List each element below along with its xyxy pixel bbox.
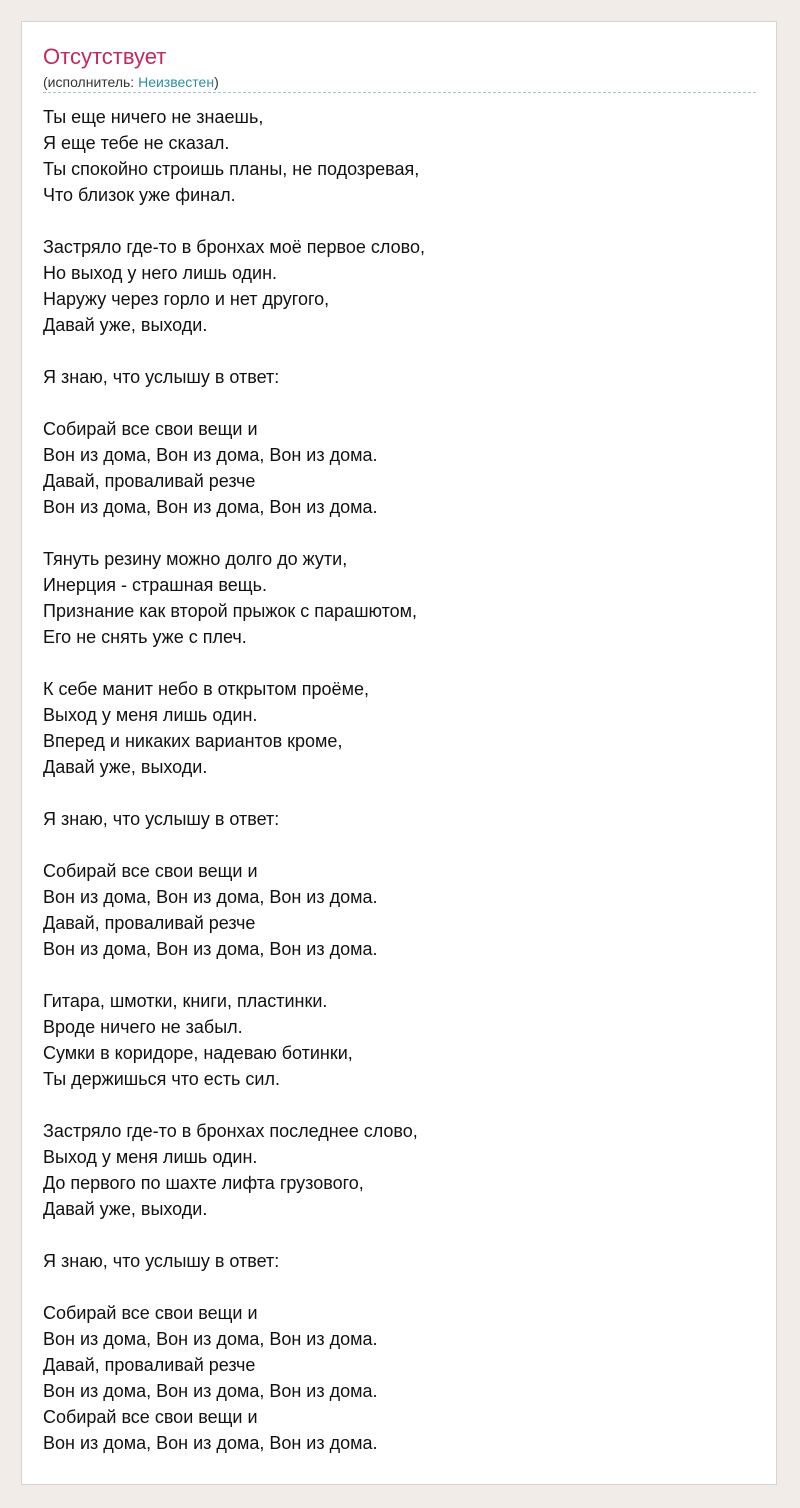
lyric-line: Признание как второй прыжок с парашютом,	[43, 601, 418, 621]
lyric-line: Давай, проваливай резче	[43, 471, 256, 491]
lyric-line: Ты держишься что есть сил.	[43, 1069, 280, 1089]
artist-line	[43, 73, 219, 91]
lyric-line: Гитара, шмотки, книги, пластинки.	[43, 991, 328, 1011]
lyric-line: Ты еще ничего не знаешь,	[43, 107, 264, 127]
stanza-break	[43, 338, 743, 364]
lyric-line: Инерция - страшная вещь.	[43, 575, 267, 595]
lyric-line: Давай уже, выходи.	[43, 1199, 208, 1219]
lyric-line: Вон из дома, Вон из дома, Вон из дома.	[43, 939, 378, 959]
lyric-line: Собирай все свои вещи и	[43, 861, 258, 881]
lyric-line: Собирай все свои вещи и	[43, 1407, 258, 1427]
lyric-line: Застряло где-то в бронхах последнее слово,	[43, 1121, 418, 1141]
lyric-line: Давай, проваливай резче	[43, 1355, 256, 1375]
artist-suffix: )	[214, 74, 219, 90]
lyric-line: Наружу через горло и нет другого,	[43, 289, 330, 309]
stanza-break	[43, 390, 743, 416]
lyric-line: Вроде ничего не забыл.	[43, 1017, 243, 1037]
lyric-line: Давай уже, выходи.	[43, 757, 208, 777]
lyric-line: Вон из дома, Вон из дома, Вон из дома.	[43, 497, 378, 517]
lyric-line: Но выход у него лишь один.	[43, 263, 278, 283]
artist-link[interactable]: Неизвестен	[138, 74, 215, 90]
lyrics-card	[21, 21, 777, 1485]
lyric-line: Собирай все свои вещи и	[43, 419, 258, 439]
lyric-line: Вперед и никаких вариантов кроме,	[43, 731, 343, 751]
artist-prefix: (исполнитель:	[43, 74, 139, 90]
lyric-line: Вон из дома, Вон из дома, Вон из дома.	[43, 1381, 378, 1401]
stanza-break	[43, 780, 743, 806]
lyric-line: Сумки в коридоре, надеваю ботинки,	[43, 1043, 353, 1063]
lyric-line: До первого по шахте лифта грузового,	[43, 1173, 364, 1193]
lyric-line: Вон из дома, Вон из дома, Вон из дома.	[43, 1329, 378, 1349]
stanza-break	[43, 1222, 743, 1248]
lyric-line: К себе манит небо в открытом проёме,	[43, 679, 369, 699]
header-divider	[43, 92, 756, 93]
lyric-line: Выход у меня лишь один.	[43, 1147, 258, 1167]
lyric-line: Ты спокойно строишь планы, не подозревая,	[43, 159, 420, 179]
stanza-break	[43, 832, 743, 858]
lyric-line: Давай, проваливай резче	[43, 913, 256, 933]
stanza-break	[43, 208, 743, 234]
lyric-line: Я еще тебе не сказал.	[43, 133, 230, 153]
lyric-line: Я знаю, что услышу в ответ:	[43, 1251, 280, 1271]
lyric-line: Застряло где-то в бронхах моё первое слово,	[43, 237, 425, 257]
lyric-line: Выход у меня лишь один.	[43, 705, 258, 725]
lyric-line: Что близок уже финал.	[43, 185, 236, 205]
lyric-line: Его не снять уже с плеч.	[43, 627, 247, 647]
lyric-line: Вон из дома, Вон из дома, Вон из дома.	[43, 1433, 378, 1453]
lyric-line: Давай уже, выходи.	[43, 315, 208, 335]
stanza-break	[43, 1092, 743, 1118]
song-title: Отсутствует	[43, 44, 167, 69]
lyric-line: Тянуть резину можно долго до жути,	[43, 549, 348, 569]
lyric-line: Я знаю, что услышу в ответ:	[43, 809, 280, 829]
stanza-break	[43, 520, 743, 546]
lyric-line: Вон из дома, Вон из дома, Вон из дома.	[43, 887, 378, 907]
stanza-break	[43, 962, 743, 988]
lyric-line: Я знаю, что услышу в ответ:	[43, 367, 280, 387]
stanza-break	[43, 1274, 743, 1300]
lyric-line: Собирай все свои вещи и	[43, 1303, 258, 1323]
stanza-break	[43, 650, 743, 676]
lyrics-body	[43, 104, 743, 1456]
lyric-line: Вон из дома, Вон из дома, Вон из дома.	[43, 445, 378, 465]
